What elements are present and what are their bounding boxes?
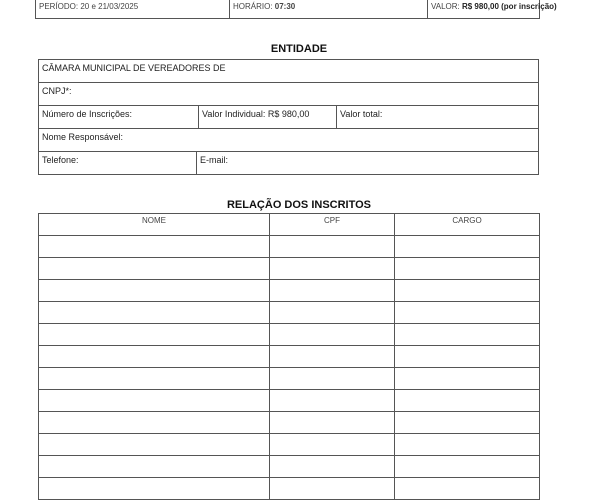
- cpf-cell[interactable]: [270, 368, 395, 390]
- nome-cell[interactable]: [39, 236, 270, 258]
- relacao-inscritos-title: RELAÇÃO DOS INSCRITOS: [226, 199, 372, 211]
- form-row-responsavel: [39, 128, 538, 151]
- nome-cell[interactable]: [39, 478, 270, 500]
- cpf-cell[interactable]: [270, 456, 395, 478]
- valor-label: VALOR:: [431, 2, 462, 11]
- column-header-nome: NOME: [39, 214, 270, 236]
- cargo-cell[interactable]: [395, 236, 540, 258]
- cargo-cell[interactable]: [395, 302, 540, 324]
- entidade-form: [38, 59, 539, 175]
- table-row: [39, 236, 540, 258]
- column-header-cargo: CARGO: [395, 214, 540, 236]
- nome-cell[interactable]: [39, 390, 270, 412]
- inscritos-table: [38, 213, 540, 500]
- valor-value: R$ 980,00 (por inscrição): [461, 2, 557, 11]
- valor-total-field[interactable]: Valor total:: [336, 106, 538, 128]
- valor-cell: [427, 0, 557, 18]
- nome-cell[interactable]: [39, 346, 270, 368]
- nome-cell[interactable]: [39, 368, 270, 390]
- cargo-cell[interactable]: [395, 434, 540, 456]
- cpf-cell[interactable]: [270, 280, 395, 302]
- telefone-field[interactable]: Telefone:: [42, 155, 79, 165]
- form-row-inscricoes: [39, 105, 538, 128]
- table-row: [39, 258, 540, 280]
- horario-value: 07:30: [274, 2, 296, 11]
- nome-responsavel-field[interactable]: Nome Responsável:: [42, 132, 124, 142]
- cargo-cell[interactable]: [395, 346, 540, 368]
- nome-cell[interactable]: [39, 302, 270, 324]
- nome-cell[interactable]: [39, 434, 270, 456]
- cpf-cell[interactable]: [270, 324, 395, 346]
- cnpj-field[interactable]: CNPJ*:: [42, 86, 72, 96]
- event-info-strip: [35, 0, 557, 19]
- form-row-cnpj: [39, 82, 538, 105]
- table-row: [39, 456, 540, 478]
- table-row: [39, 346, 540, 368]
- cpf-cell[interactable]: [270, 478, 395, 500]
- table-row: [39, 412, 540, 434]
- table-row: [39, 434, 540, 456]
- table-row: [39, 478, 540, 500]
- cpf-cell[interactable]: [270, 434, 395, 456]
- form-row-contato: [39, 151, 538, 174]
- cargo-cell[interactable]: [395, 456, 540, 478]
- cargo-cell[interactable]: [395, 368, 540, 390]
- camara-field[interactable]: CÂMARA MUNICIPAL DE VEREADORES DE: [42, 63, 226, 73]
- entidade-title: ENTIDADE: [270, 43, 328, 55]
- form-row-camara: [39, 60, 538, 82]
- column-header-cpf: CPF: [270, 214, 395, 236]
- periodo-text: PERÍODO: 20 e 21/03/2025: [39, 2, 139, 11]
- cpf-cell[interactable]: [270, 258, 395, 280]
- cargo-cell[interactable]: [395, 478, 540, 500]
- valor-individual-field[interactable]: Valor Individual: R$ 980,00: [198, 106, 336, 128]
- table-row: [39, 324, 540, 346]
- table-row: [39, 302, 540, 324]
- cpf-cell[interactable]: [270, 412, 395, 434]
- inscritos-table-body: [39, 236, 540, 500]
- horario-label: HORÁRIO:: [233, 2, 275, 11]
- table-row: [39, 368, 540, 390]
- cpf-cell[interactable]: [270, 346, 395, 368]
- table-row: [39, 390, 540, 412]
- cargo-cell[interactable]: [395, 324, 540, 346]
- cpf-cell[interactable]: [270, 302, 395, 324]
- nome-cell[interactable]: [39, 258, 270, 280]
- cpf-cell[interactable]: [270, 390, 395, 412]
- cargo-cell[interactable]: [395, 258, 540, 280]
- cargo-cell[interactable]: [395, 280, 540, 302]
- table-header-row: [39, 214, 540, 236]
- email-field[interactable]: E-mail:: [196, 152, 538, 174]
- cargo-cell[interactable]: [395, 412, 540, 434]
- nome-cell[interactable]: [39, 324, 270, 346]
- cargo-cell[interactable]: [395, 390, 540, 412]
- cpf-cell[interactable]: [270, 236, 395, 258]
- nome-cell[interactable]: [39, 456, 270, 478]
- numero-inscricoes-field[interactable]: Número de Inscrições:: [42, 109, 133, 119]
- horario-cell: [229, 0, 427, 18]
- nome-cell[interactable]: [39, 280, 270, 302]
- table-row: [39, 280, 540, 302]
- nome-cell[interactable]: [39, 412, 270, 434]
